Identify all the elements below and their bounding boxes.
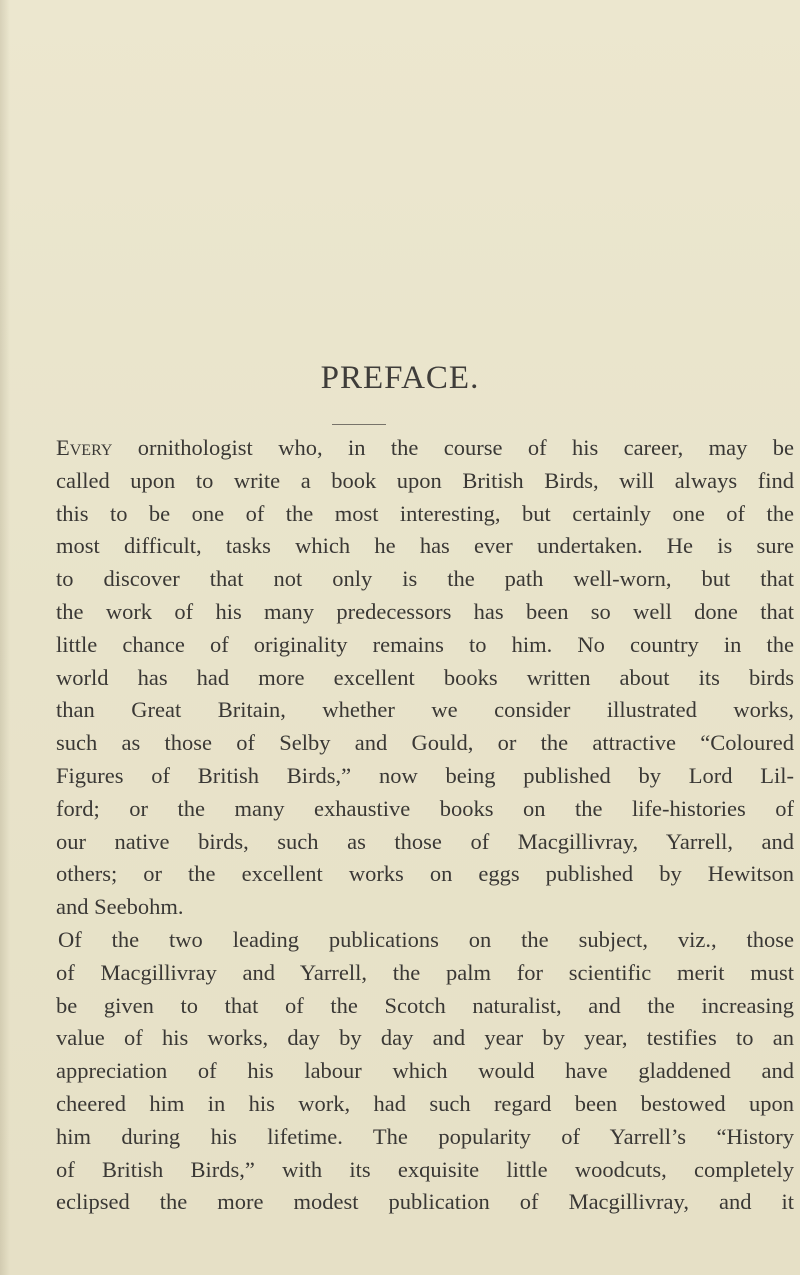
text-line bbox=[56, 760, 794, 793]
line-text: appreciation of his labour which would have gladdened and bbox=[56, 1058, 794, 1084]
line-text: Figures of British Birds,” now being published by Lord Lil- bbox=[56, 762, 794, 788]
preface-body bbox=[56, 432, 794, 1219]
line-text: eclipsed the more modest publication of Macgillivray, and it bbox=[56, 1189, 794, 1215]
line-text: most difficult, tasks which he has ever undertaken. He is sure bbox=[56, 533, 794, 559]
text-line bbox=[56, 465, 794, 498]
text-line bbox=[56, 826, 794, 859]
text-line bbox=[56, 498, 794, 531]
line-text: to discover that not only is the path well-worn, but that bbox=[56, 566, 794, 592]
line-text: world has had more excellent books written about its birds bbox=[56, 664, 794, 690]
text-line bbox=[56, 891, 794, 924]
text-line bbox=[56, 990, 794, 1023]
text-line bbox=[56, 596, 794, 629]
text-line bbox=[56, 1022, 794, 1055]
line-text: of British Birds,” with its exquisite little woodcuts, completely bbox=[56, 1156, 794, 1182]
text-line bbox=[56, 793, 794, 826]
text-line bbox=[56, 1121, 794, 1154]
line-text: be given to that of the Scotch naturalist, and the increasing bbox=[56, 992, 794, 1018]
line-text: this to be one of the most interesting, but certainly one of the bbox=[56, 500, 794, 526]
text-line bbox=[56, 662, 794, 695]
text-line bbox=[56, 924, 794, 957]
line-text: and Seebohm. bbox=[56, 894, 184, 920]
drop-word: Every bbox=[56, 435, 113, 460]
line-text: called upon to write a book upon British Birds, will always find bbox=[56, 467, 794, 493]
text-line bbox=[56, 1088, 794, 1121]
line-text: value of his works, day by day and year by year, testifies to an bbox=[56, 1025, 794, 1051]
line-text: than Great Britain, whether we consider illustrated works, bbox=[56, 697, 794, 723]
text-line bbox=[56, 727, 794, 760]
line-text: of Macgillivray and Yarrell, the palm for scientific merit must bbox=[56, 959, 794, 985]
text-line bbox=[56, 629, 794, 662]
text-line bbox=[56, 858, 794, 891]
text-line bbox=[56, 530, 794, 563]
line-text: the work of his many predecessors has been so well done that bbox=[56, 598, 794, 624]
title-rule bbox=[332, 424, 386, 425]
text-line bbox=[56, 957, 794, 990]
text-line bbox=[56, 1154, 794, 1187]
line-text: others; or the excellent works on eggs published by Hewitson bbox=[56, 861, 794, 887]
text-line bbox=[56, 1186, 794, 1219]
text-line bbox=[56, 432, 794, 465]
line-text: our native birds, such as those of Macgillivray, Yarrell, and bbox=[56, 828, 794, 854]
line-text: such as those of Selby and Gould, or the attractive “Coloured bbox=[56, 730, 794, 756]
line-text: cheered him in his work, had such regard been bestowed upon bbox=[56, 1090, 794, 1116]
text-line bbox=[56, 1055, 794, 1088]
page-edge-shadow bbox=[0, 0, 10, 1275]
line-text: little chance of originality remains to him. No country in the bbox=[56, 631, 794, 657]
text-line bbox=[56, 563, 794, 596]
text-line bbox=[56, 694, 794, 727]
page-title: PREFACE. bbox=[320, 360, 480, 396]
line-text: ornithologist who, in the course of his career, may be bbox=[112, 435, 794, 460]
line-text: Of the two leading publications on the subject, viz., those bbox=[58, 926, 794, 952]
line-text: ford; or the many exhaustive books on the life-histories of bbox=[56, 795, 794, 821]
line-text: him during his lifetime. The popularity of Yarrell’s “History bbox=[56, 1123, 794, 1149]
